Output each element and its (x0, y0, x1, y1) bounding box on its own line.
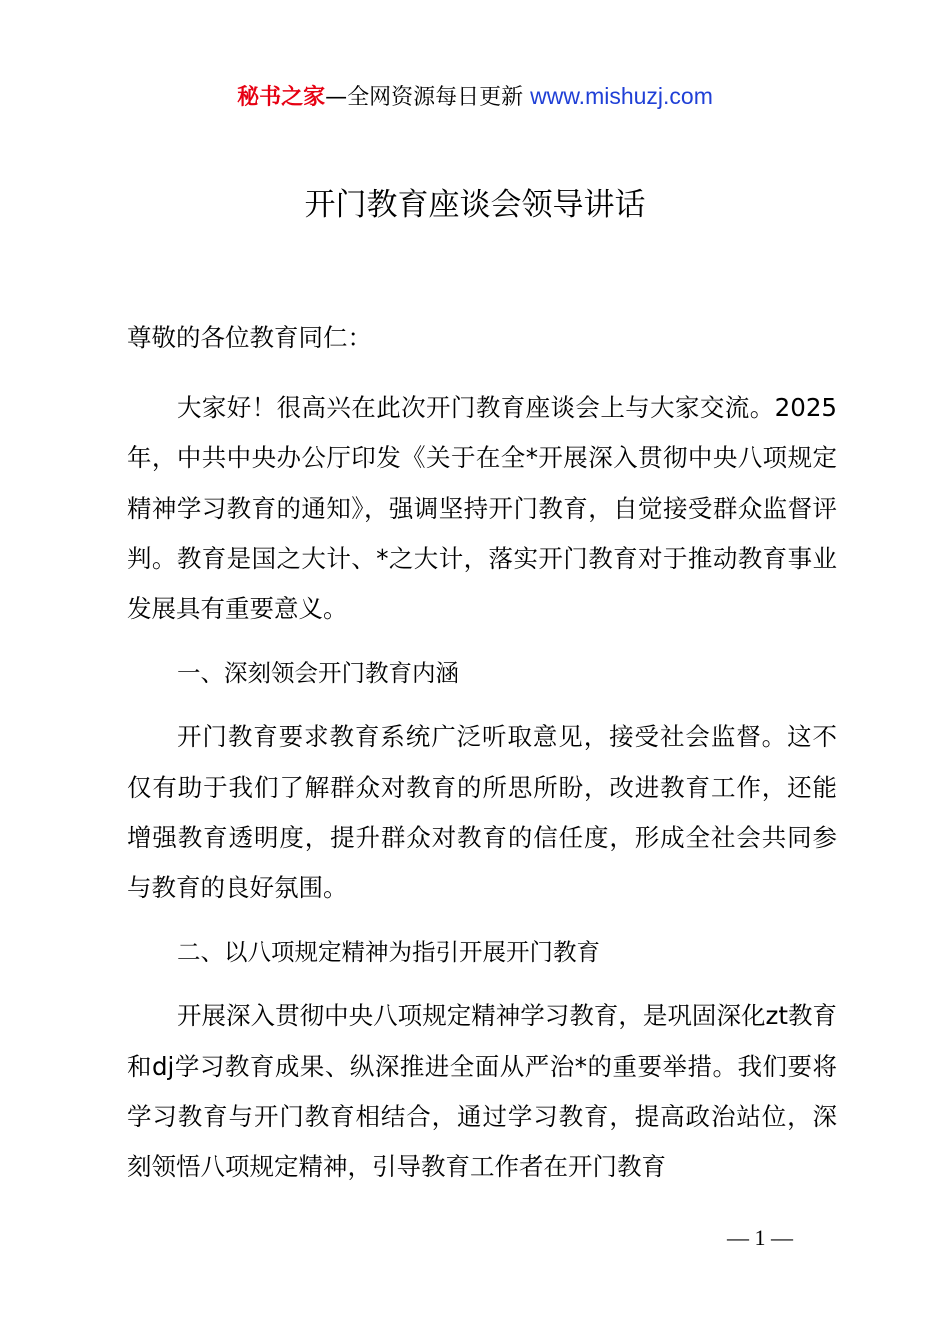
page-number: — 1 — (727, 1225, 793, 1250)
section-heading-1: 一、深刻领会开门教育内涵 (177, 659, 459, 688)
greeting: 尊敬的各位教育同仁： (127, 323, 372, 352)
section-heading-2: 二、以八项规定精神为指引开展开门教育 (177, 938, 600, 967)
document-title: 开门教育座谈会领导讲话 (304, 187, 646, 223)
paragraph-section-1: 开门教育要求教育系统广泛听取意见，接受社会监督。这不仅有助于我们了解群众对教育的所思所盼，改进教育工作，还能增强教育透明度，提升群众对教育的信任度，形成全社会共同参与教育的良好氛围。 (127, 722, 837, 903)
document-body (127, 313, 837, 1206)
site-header (0, 80, 950, 114)
site-url-link[interactable]: www.mishuzj.com (530, 83, 713, 109)
paragraph-intro: 大家好！很高兴在此次开门教育座谈会上与大家交流。2025年，中共中央办公厅印发《关于在全*开展深入贯彻中央八项规定精神学习教育的通知》，强调坚持开门教育，自觉接受群众监督评判。教育是国之大计、*之大计，落实开门教育对于推动教育事业发展具有重要意义。 (127, 393, 837, 624)
site-brand: 秘书之家 (237, 85, 326, 110)
paragraph-section-2: 开展深入贯彻中央八项规定精神学习教育，是巩固深化zt教育和dj学习教育成果、纵深推进全面从严治*的重要举措。我们要将学习教育与开门教育相结合，通过学习教育，提高政治站位，深刻领悟八项规定精神，引导教育工作者在开门教育 (127, 1001, 837, 1182)
site-tagline: —全网资源每日更新 (325, 85, 524, 110)
